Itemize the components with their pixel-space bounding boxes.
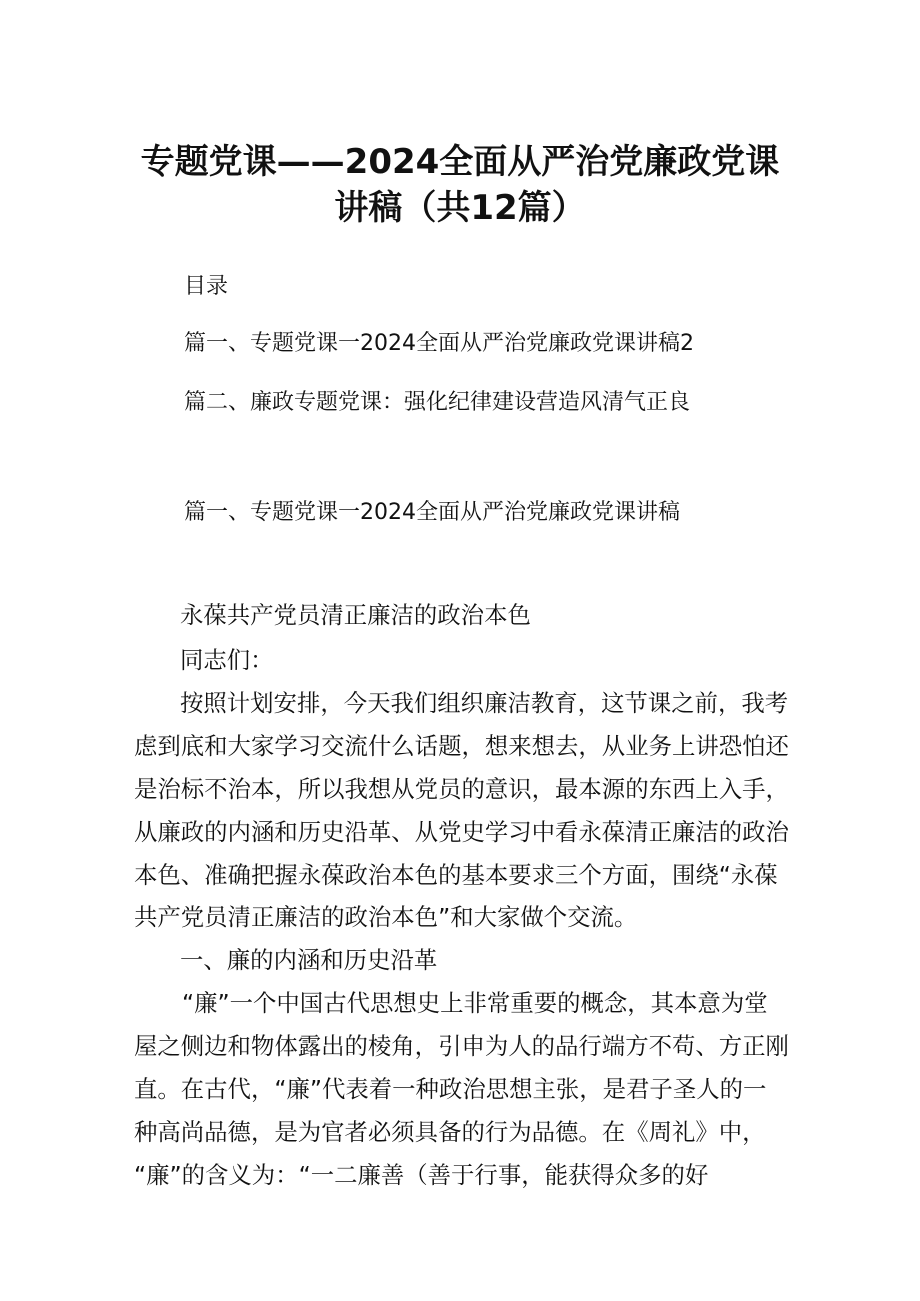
toc-item: 篇一、专题党课一2024全面从严治党廉政党课讲稿2: [184, 331, 694, 356]
paragraph-line: 虑到底和大家学习交流什么话题，想来想去，从业务上讲恐怕还: [134, 732, 789, 760]
paragraph-line: 本色、准确把握永葆政治本色的基本要求三个方面，围绕“永葆: [134, 861, 778, 889]
document-title-line-1: 专题党课——2024全面从严治党廉政党课: [140, 142, 780, 182]
paragraph-line: 是治标不治本，所以我想从党员的意识，最本源的东西上入手，: [134, 775, 789, 803]
document-title-line-2: 讲稿（共12篇）: [334, 188, 586, 228]
paragraph-line: “廉”一个中国古代思想史上非常重要的概念，其本意为堂: [182, 989, 768, 1017]
toc-item: 篇二、廉政专题党课：强化纪律建设营造风清气正良: [184, 390, 691, 415]
salutation: 同志们：: [180, 646, 274, 674]
toc-heading: 目录: [184, 274, 229, 299]
section-heading: 篇一、专题党课一2024全面从严治党廉政党课讲稿: [184, 500, 680, 525]
paragraph-line: 按照计划安排，今天我们组织廉洁教育，这节课之前，我考: [180, 689, 789, 717]
paragraph-line: 直。在古代，“廉”代表着一种政治思想主张，是君子圣人的一: [134, 1075, 767, 1103]
paragraph-line: “廉”的含义为：“一二廉善（善于行事，能获得众多的好: [134, 1161, 709, 1189]
paragraph-line: 共产党员清正廉洁的政治本色”和大家做个交流。: [134, 903, 638, 931]
heading-one: 一、廉的内涵和历史沿革: [180, 946, 438, 974]
paragraph-line: 从廉政的内涵和历史沿革、从党史学习中看永葆清正廉洁的政治: [134, 818, 789, 846]
subtitle: 永葆共产党员清正廉洁的政治本色: [180, 601, 531, 629]
paragraph-line: 种高尚品德，是为官者必须具备的行为品德。在《周礼》中，: [134, 1118, 766, 1146]
paragraph-line: 屋之侧边和物体露出的棱角，引申为人的品行端方不苟、方正刚: [134, 1032, 789, 1060]
